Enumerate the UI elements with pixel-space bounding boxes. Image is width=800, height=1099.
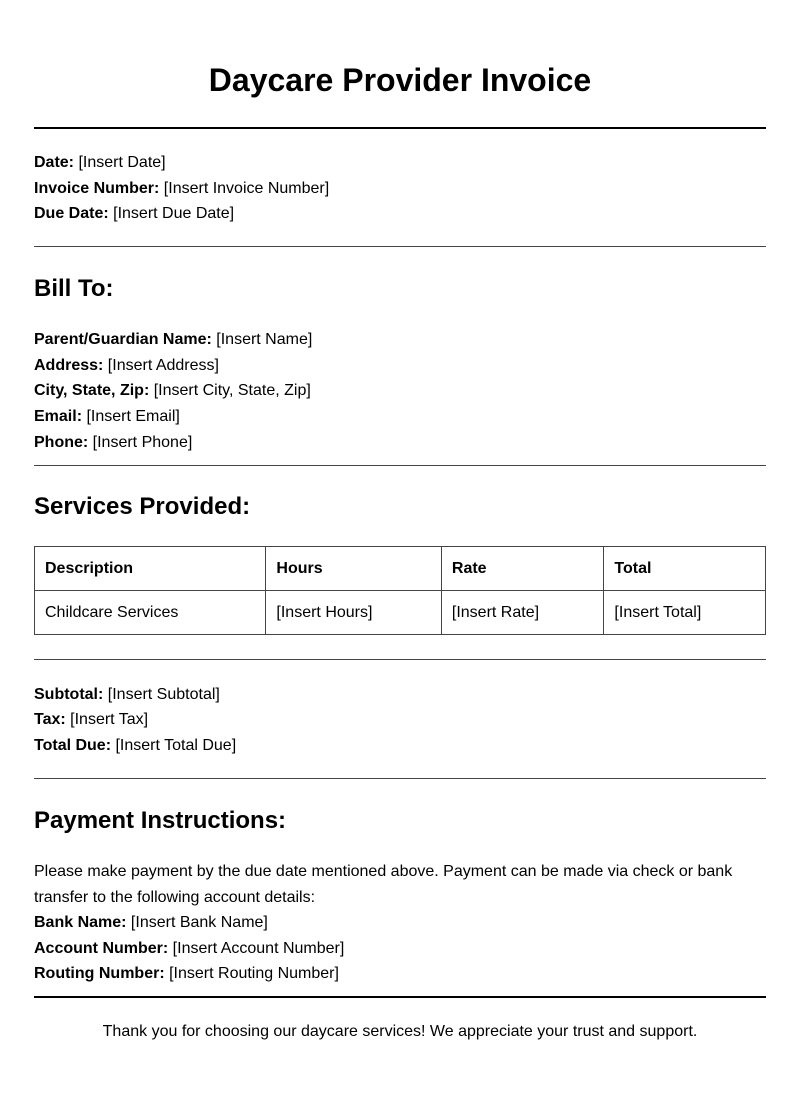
divider: [34, 996, 766, 998]
payment-heading: Payment Instructions:: [34, 807, 287, 834]
email-value: [Insert Email]: [82, 408, 180, 425]
cell-hours: [Insert Hours]: [266, 591, 441, 635]
footer-thank-you: Thank you for choosing our daycare services! We appreciate your trust and support.: [102, 1023, 698, 1040]
payment-instructions-text: Please make payment by the due date mentioned above. Payment can be made via check or bank transfer to the following account details:: [34, 863, 733, 906]
tax-value: [Insert Tax]: [65, 711, 149, 728]
address-label: Address:: [34, 357, 104, 374]
invoice-number-line: [34, 178, 329, 200]
date-line: [34, 152, 166, 174]
column-header-hours: Hours: [266, 547, 441, 591]
city-state-zip-label: City, State, Zip:: [34, 382, 150, 399]
subtotal-line: [34, 684, 220, 706]
tax-label: Tax:: [34, 711, 66, 728]
column-header-total: Total: [604, 547, 766, 591]
cell-total: [Insert Total]: [604, 591, 766, 635]
bill-to-heading: Bill To:: [34, 275, 114, 302]
phone-line: [34, 432, 192, 454]
account-number-line: [34, 938, 344, 960]
cell-description: Childcare Services: [35, 591, 266, 635]
divider: [34, 778, 766, 779]
total-due-label: Total Due:: [34, 737, 112, 754]
city-state-zip-line: [34, 380, 311, 402]
bank-name-line: [34, 912, 268, 934]
total-due-value: [Insert Total Due]: [111, 737, 237, 754]
divider: [34, 465, 766, 466]
invoice-number-value: [Insert Invoice Number]: [159, 180, 330, 197]
parent-name-value: [Insert Name]: [211, 331, 313, 348]
routing-number-line: [34, 963, 339, 985]
divider: [34, 246, 766, 247]
account-number-value: [Insert Account Number]: [168, 940, 345, 957]
parent-name-label: Parent/Guardian Name:: [34, 331, 212, 348]
address-line: [34, 355, 219, 377]
total-due-line: [34, 735, 236, 757]
address-value: [Insert Address]: [103, 357, 219, 374]
divider: [34, 659, 766, 660]
column-header-rate: Rate: [441, 547, 604, 591]
city-state-zip-value: [Insert City, State, Zip]: [149, 382, 311, 399]
phone-value: [Insert Phone]: [88, 434, 193, 451]
subtotal-value: [Insert Subtotal]: [103, 686, 220, 703]
invoice-title: Daycare Provider Invoice: [208, 62, 592, 98]
invoice-number-label: Invoice Number:: [34, 180, 160, 197]
routing-number-label: Routing Number:: [34, 965, 165, 982]
table-row: [35, 591, 766, 635]
subtotal-label: Subtotal:: [34, 686, 104, 703]
phone-label: Phone:: [34, 434, 89, 451]
due-date-value: [Insert Due Date]: [108, 205, 235, 222]
due-date-line: [34, 203, 234, 225]
services-table: [34, 546, 766, 635]
cell-rate: [Insert Rate]: [441, 591, 604, 635]
bank-name-value: [Insert Bank Name]: [126, 914, 268, 931]
routing-number-value: [Insert Routing Number]: [164, 965, 339, 982]
services-heading: Services Provided:: [34, 493, 251, 520]
bank-name-label: Bank Name:: [34, 914, 127, 931]
column-header-description: Description: [35, 547, 266, 591]
date-value: [Insert Date]: [74, 154, 166, 171]
tax-line: [34, 709, 148, 731]
table-header-row: [35, 547, 766, 591]
divider: [34, 127, 766, 129]
email-line: [34, 406, 180, 428]
parent-name-line: [34, 329, 312, 351]
account-number-label: Account Number:: [34, 940, 169, 957]
email-label: Email:: [34, 408, 83, 425]
due-date-label: Due Date:: [34, 205, 109, 222]
date-label: Date:: [34, 154, 75, 171]
